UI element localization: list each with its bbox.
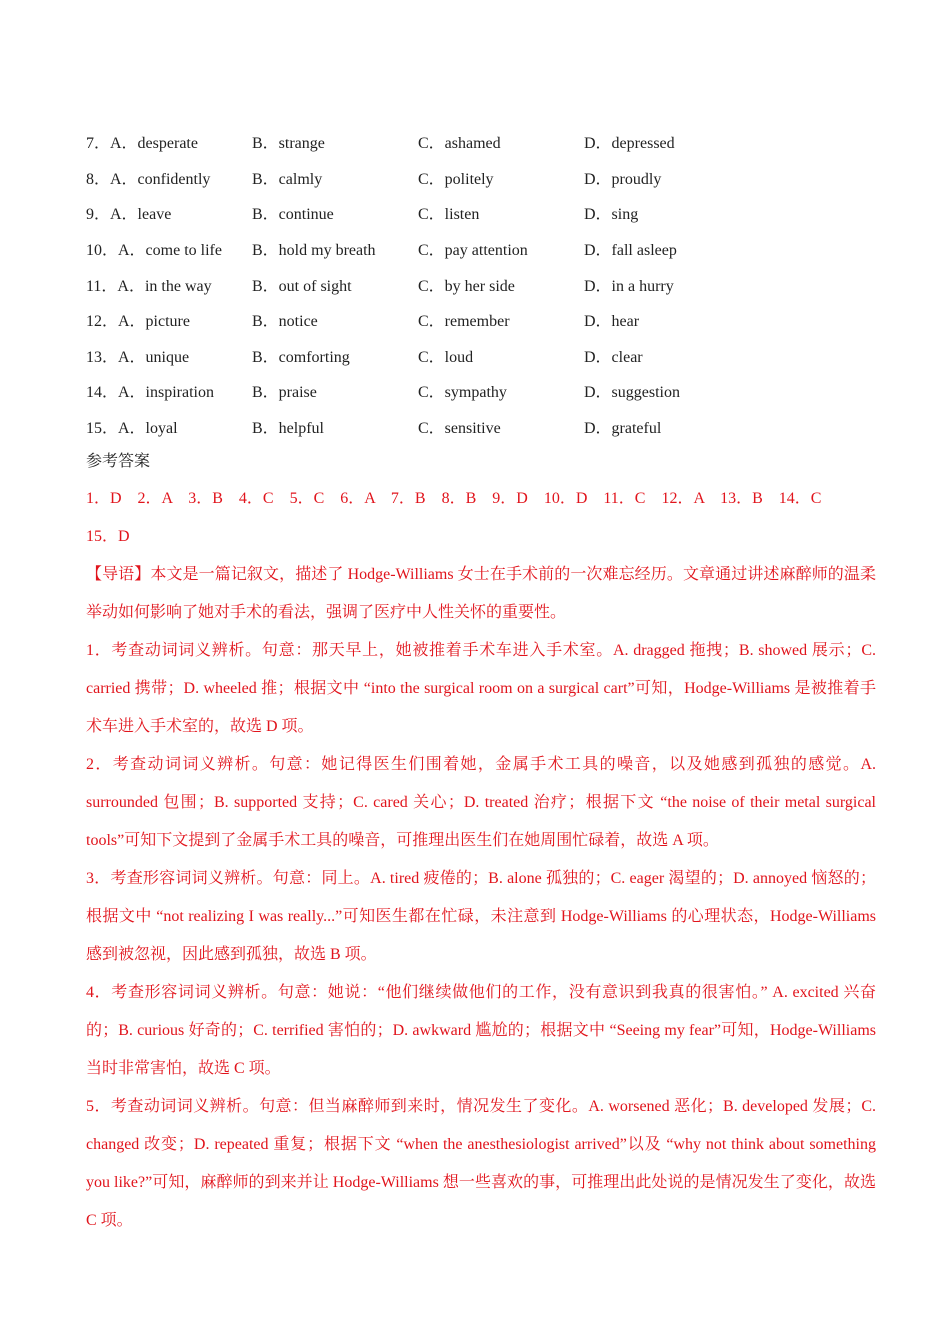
option-row-15 <box>86 409 876 445</box>
option-a: 15．A．loyal <box>86 420 178 438</box>
option-row-11 <box>86 266 876 302</box>
option-b: B．praise <box>252 384 317 402</box>
option-row-10 <box>86 231 876 267</box>
option-d: D．grateful <box>584 420 662 438</box>
option-d: D．sing <box>584 206 639 224</box>
option-row-7 <box>86 124 876 160</box>
option-d: D．depressed <box>584 135 675 153</box>
intro-paragraph <box>86 556 876 632</box>
options-block <box>86 124 876 444</box>
option-c: C．loud <box>418 348 474 366</box>
option-d: D．suggestion <box>584 384 681 402</box>
option-d: D．hear <box>584 313 640 331</box>
option-c: C．politely <box>418 170 494 188</box>
option-row-12 <box>86 302 876 338</box>
option-b: B．comforting <box>252 348 350 366</box>
explanation-4: 4．考查形容词词义辨析。句意：她说：“他们继续做他们的工作，没有意识到我真的很害怕。” A. excited 兴奋的；B. curious 好奇的；C. terrified 害怕的；D. awkward 尴尬的；根据文中 “Seeing my fear”可知，Hodge-Williams 当时非常害怕，故选 C 项。 <box>86 984 876 1078</box>
option-a: 7．A．desperate <box>86 135 198 153</box>
option-c: C．pay attention <box>418 242 528 260</box>
option-row-9 <box>86 195 876 231</box>
option-c: C．ashamed <box>418 135 501 153</box>
option-a: 11．A．in the way <box>86 277 212 295</box>
option-b: B．helpful <box>252 420 324 438</box>
explanation-3: 3．考查形容词词义辨析。句意：同上。A. tired 疲倦的；B. alone 孤独的；C. eager 渴望的；D. annoyed 恼怒的；根据文中 “not realizing I was really...”可知医生都在忙碌，未注意到 Hodge-Williams 的心理状态，Hodge-Williams 感到被忽视，因此感到孤独，故选 B 项。 <box>86 870 876 964</box>
answer-key-line-1: 1．D 2．A 3．B 4．C 5．C 6．A 7．B 8．B 9．D 10．D 11．C 12．A 13．B 14．C <box>86 490 822 508</box>
option-c: C．sympathy <box>418 384 507 402</box>
option-c: C．remember <box>418 313 510 331</box>
option-c: C．listen <box>418 206 480 224</box>
option-a: 10．A．come to life <box>86 242 222 260</box>
intro-label: 【导语】 <box>86 566 151 584</box>
option-b: B．notice <box>252 313 318 331</box>
option-a: 13．A．unique <box>86 348 190 366</box>
explanation-1: 1．考查动词词义辨析。句意：那天早上，她被推着手术车进入手术室。A. dragged 拖拽；B. showed 展示；C. carried 携带；D. wheeled 推；根据文中 “into the surgical room on a surgical cart”可知，Hodge-Williams 是被推着手术车进入手术室的，故选 D 项。 <box>86 642 876 736</box>
option-b: B．hold my breath <box>252 242 376 260</box>
option-a: 8．A．confidently <box>86 170 211 188</box>
option-b: B．continue <box>252 206 334 224</box>
document-page <box>86 124 876 1240</box>
option-a: 14．A．inspiration <box>86 384 214 402</box>
explanation-5: 5．考查动词词义辨析。句意：但当麻醉师到来时，情况发生了变化。A. worsened 恶化；B. developed 发展；C. changed 改变；D. repeated 重复；根据下文 “when the anesthesiologist arrived”以及 “why not think about something you like?”可知，麻醉师的到来并让 Hodge-Williams 想一些喜欢的事，可推理出此处说的是情况发生了变化，故选 C 项。 <box>86 1098 876 1230</box>
option-b: B．out of sight <box>252 277 352 295</box>
option-b: B．calmly <box>252 170 323 188</box>
option-a: 9．A．leave <box>86 206 172 224</box>
option-b: B．strange <box>252 135 325 153</box>
explanation-2: 2．考查动词词义辨析。句意：她记得医生们围着她，金属手术工具的噪音，以及她感到孤独的感觉。A. surrounded 包围；B. supported 支持；C. cared 关心；D. treated 治疗；根据下文 “the noise of their metal surgical tools”可知下文提到了金属手术工具的噪音，可推理出医生们在她周围忙碌着，故选 A 项。 <box>86 756 876 850</box>
answer-key-line-2: 15．D <box>86 528 130 546</box>
option-d: D．proudly <box>584 170 662 188</box>
option-row-13 <box>86 338 876 374</box>
option-a: 12．A．picture <box>86 313 190 331</box>
option-row-14 <box>86 373 876 409</box>
option-c: C．sensitive <box>418 420 501 438</box>
option-d: D．fall asleep <box>584 242 677 260</box>
intro-text: 本文是一篇记叙文，描述了 Hodge-Williams 女士在手术前的一次难忘经历。文章通过讲述麻醉师的温柔举动如何影响了她对手术的看法，强调了医疗中人性关怀的重要性。 <box>86 566 876 622</box>
option-c: C．by her side <box>418 277 515 295</box>
option-d: D．clear <box>584 348 643 366</box>
option-d: D．in a hurry <box>584 277 674 295</box>
answer-heading: 参考答案 <box>86 453 151 471</box>
option-row-8 <box>86 160 876 196</box>
